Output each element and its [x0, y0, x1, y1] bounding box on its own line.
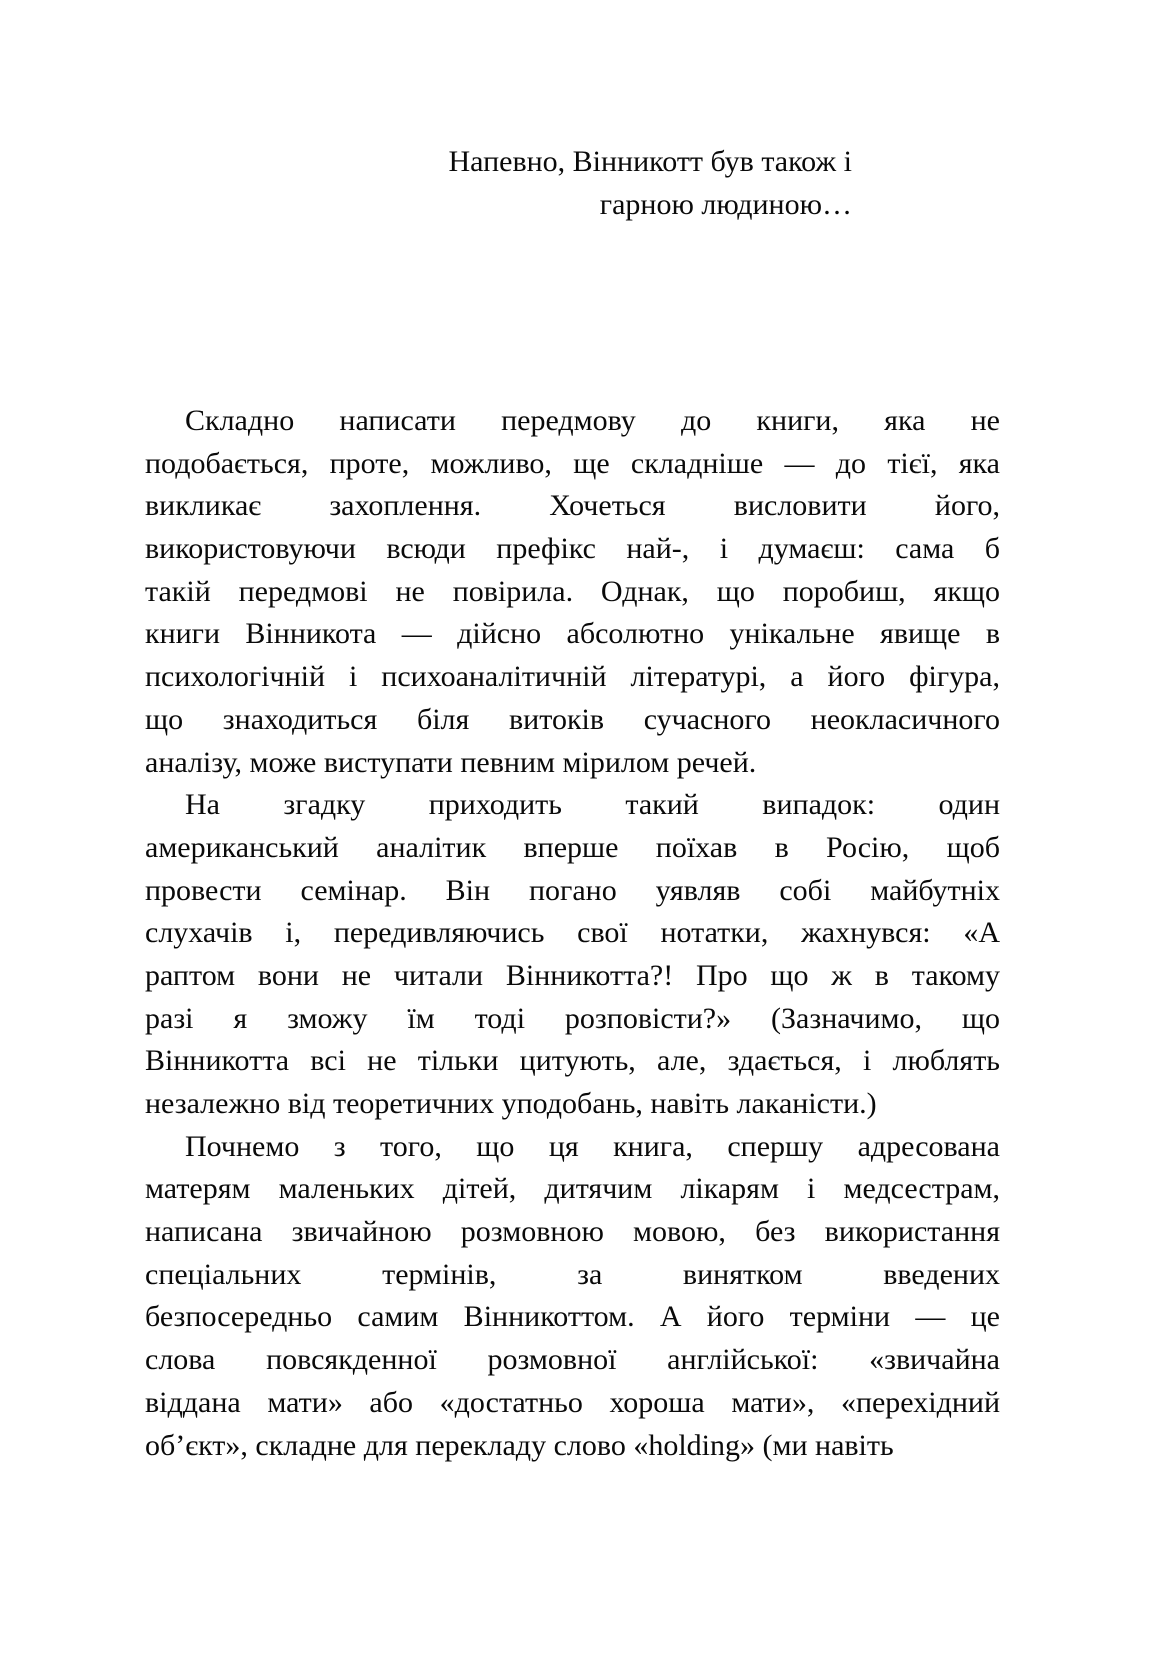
- text-line: матерям маленьких дітей, дитячим лікарям і медсестрам,: [145, 1172, 1000, 1206]
- text-line: викликає захоплення. Хочеться висловити його,: [145, 489, 1000, 523]
- text-line: На згадку приходить такий випадок: один: [185, 788, 1000, 822]
- text-line: разі я зможу їм тоді розповісти?» (Зазначимо, що: [145, 1001, 1000, 1035]
- text-line: Почнемо з того, що ця книга, спершу адресована: [185, 1129, 1000, 1163]
- text-line: провести семінар. Він погано уявляв собі майбутніх: [145, 873, 1000, 907]
- text-line: психологічній і психоаналітичній літературі, а його фігура,: [145, 660, 1000, 694]
- text-line: що знаходиться біля витоків сучасного неокласичного: [145, 702, 1000, 736]
- paragraph: [145, 400, 1000, 784]
- paragraph: [145, 1126, 1000, 1468]
- text-line: віддана мати» або «достатньо хороша мати», «перехідний: [145, 1385, 1000, 1419]
- text-line: написана звичайною розмовною мовою, без використання: [145, 1215, 1000, 1249]
- epigraph-line: Напевно, Вінникотт був також і: [448, 145, 852, 178]
- epigraph: [145, 141, 1000, 226]
- text-line: раптом вони не читали Вінникотта?! Про що ж в такому: [145, 958, 1000, 992]
- text-line: американський аналітик вперше поїхав в Росію, щоб: [145, 830, 1000, 864]
- text-line: аналізу, може виступати певним мірилом речей.: [145, 745, 757, 779]
- text-line: Вінникотта всі не тільки цитують, але, здається, і люблять: [145, 1044, 1000, 1078]
- text-line: об’єкт», складне для перекладу слово «holding» (ми навіть: [145, 1428, 894, 1462]
- body-text: [145, 400, 1000, 1467]
- text-line: Складно написати передмову до книги, яка не: [185, 404, 1000, 437]
- text-line: слова повсякденної розмовної англійської: «звичайна: [145, 1343, 1000, 1377]
- text-line: подобається, проте, можливо, ще складніше — до тієї, яка: [145, 446, 1000, 480]
- text-line: слухачів і, передивляючись свої нотатки, жахнувся: «А: [145, 916, 1000, 950]
- text-line: книги Вінникота — дійсно абсолютно унікальне явище в: [145, 617, 1000, 651]
- text-line: спеціальних термінів, за винятком введених: [145, 1257, 1000, 1291]
- paragraph: [145, 784, 1000, 1126]
- epigraph-line: гарною людиною…: [599, 187, 852, 221]
- text-line: використовуючи всюди префікс най-, і думаєш: сама б: [145, 532, 1000, 566]
- text-line: незалежно від теоретичних уподобань, навіть лаканісти.): [145, 1087, 877, 1120]
- text-line: безпосередньо самим Вінникоттом. А його терміни — це: [145, 1300, 1000, 1334]
- text-line: такій передмові не повірила. Однак, що поробиш, якщо: [145, 574, 1000, 608]
